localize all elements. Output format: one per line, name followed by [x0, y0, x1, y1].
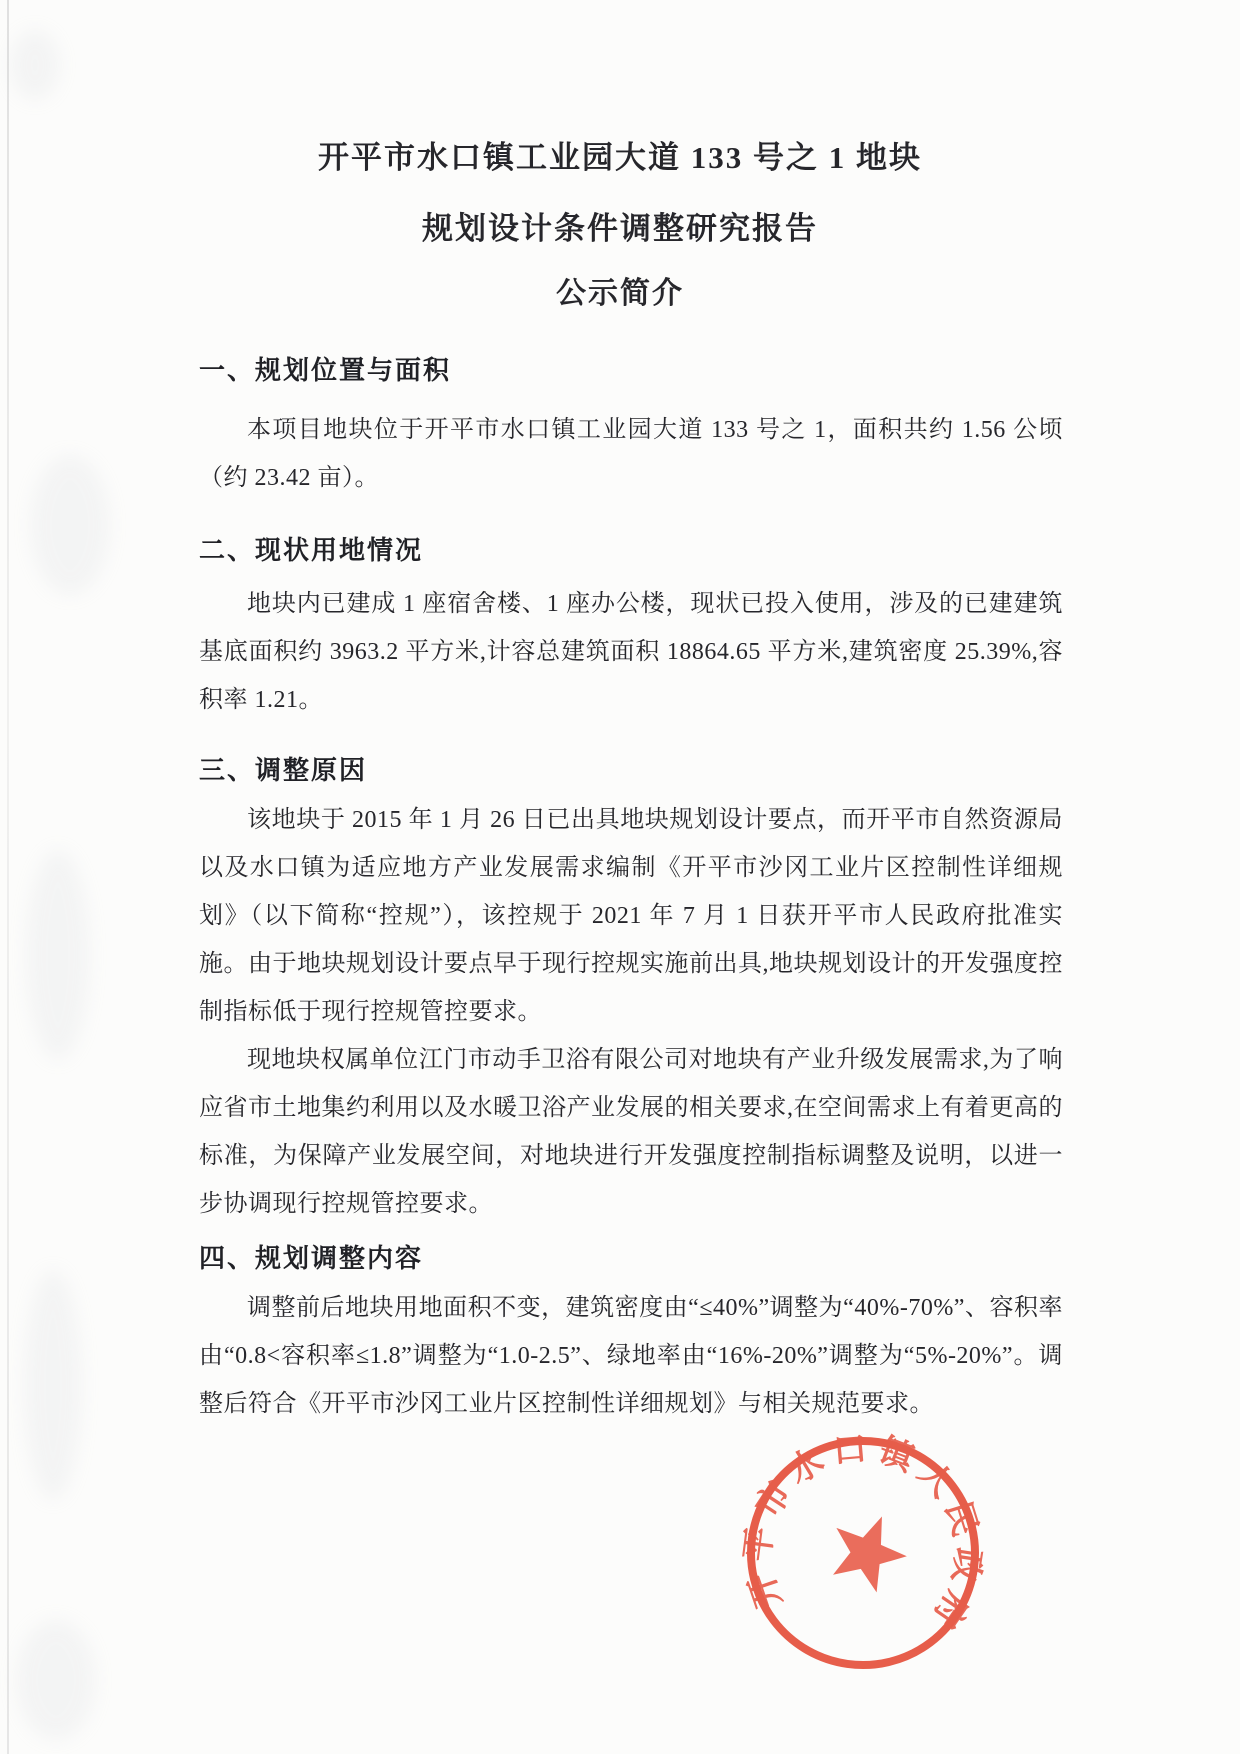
star-icon: [820, 1502, 918, 1598]
section-heading-1: 一、规划位置与面积: [199, 356, 452, 385]
document-title-line-1: 开平市水口镇工业园大道 133 号之 1 地块: [318, 140, 922, 175]
scan-smudge: [24, 1270, 82, 1500]
official-seal: [733, 1423, 993, 1683]
section-heading-3: 三、调整原因: [199, 756, 368, 785]
scan-smudge: [26, 850, 90, 1060]
section-2-paragraph: 地块内已建成 1 座宿舍楼、1 座办公楼，现状已投入使用，涉及的已建建筑基底面积约 3963.2 平方米,计容总建筑面积 18864.65 平方米,建筑密度 25.39%,容积率 1.21。: [199, 591, 1063, 713]
section-heading-4: 四、规划调整内容: [199, 1244, 424, 1273]
document-title-line-2: 规划设计条件调整研究报告: [422, 211, 818, 246]
section-1-paragraph: 本项目地块位于开平市水口镇工业园大道 133 号之 1，面积共约 1.56 公顷（约 23.42 亩）。: [199, 417, 1063, 491]
seal-arc-text: 开平市水口镇人民政府: [739, 1430, 987, 1641]
section-3-paragraph-2: 现地块权属单位江门市动手卫浴有限公司对地块有产业升级发展需求,为了响应省市土地集约利用以及水暖卫浴产业发展的相关要求,在空间需求上有着更高的标准，为保障产业发展空间，对地块进行开发强度控制指标调整及说明，以进一步协调现行控规管控要求。: [199, 1047, 1063, 1217]
section-4-paragraph: 调整前后地块用地面积不变，建筑密度由“≤40%”调整为“40%-70%”、容积率由“0.8<容积率≤1.8”调整为“1.0-2.5”、绿地率由“16%-20%”调整为“5%-20%”。调整后符合《开平市沙冈工业片区控制性详细规划》与相关规范要求。: [199, 1295, 1063, 1417]
scan-smudge: [16, 1620, 96, 1740]
scan-smudge: [30, 455, 110, 595]
section-3-paragraph-1: 该地块于 2015 年 1 月 26 日已出具地块规划设计要点，而开平市自然资源局以及水口镇为适应地方产业发展需求编制《开平市沙冈工业片区控制性详细规划》（以下简称“控规”），该控规于 2021 年 7 月 1 日获开平市人民政府批准实施。由于地块规划设计要点早于现行控规实施前出具,地块规划设计的开发强度控制指标低于现行控规管控要求。: [199, 807, 1063, 1025]
scan-smudge: [10, 30, 60, 100]
document-title-line-3: 公示简介: [556, 277, 684, 310]
section-heading-2: 二、现状用地情况: [199, 536, 424, 565]
scan-edge-line: [7, 0, 9, 1754]
